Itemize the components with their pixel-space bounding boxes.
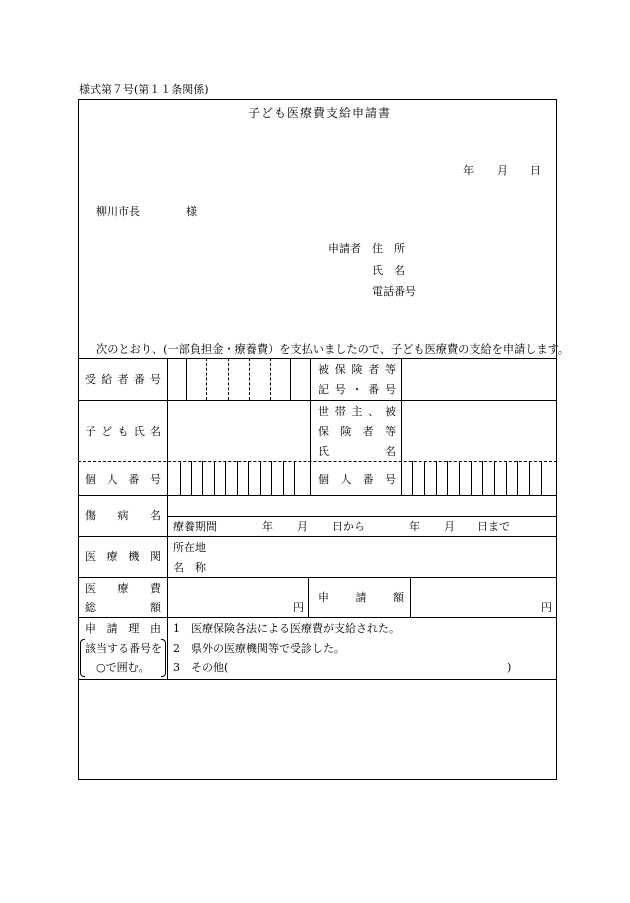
- digit-box-line: [283, 461, 284, 495]
- householder-label-line2: 保 険 者 等: [318, 425, 396, 438]
- form-frame: [78, 99, 557, 780]
- claim-yen-unit: 円: [541, 601, 552, 614]
- digit-box-line: [529, 461, 530, 495]
- addressee-name: 柳川市長: [96, 205, 140, 218]
- period-year2-label: 年: [409, 520, 420, 533]
- applicant-name-label: 氏 名: [372, 264, 405, 277]
- application-statement: 次のとおり、(一部負担金・療養費）を支払いましたので、子ども医療費の支給を申請します。: [96, 343, 570, 356]
- period-to-label: 日まで: [477, 520, 510, 533]
- digit-box-line: [214, 461, 215, 495]
- cell-line: [228, 358, 229, 400]
- cell-line: [401, 358, 402, 400]
- digit-box-line: [225, 461, 226, 495]
- digit-box-line: [260, 461, 261, 495]
- child-name-label: 子 ど も 氏 名: [85, 425, 161, 438]
- form-title: 子ども医療費支給申請書: [248, 106, 392, 120]
- cell-line: [270, 358, 271, 400]
- digit-box-line: [459, 461, 460, 495]
- date-day-label: 日: [530, 164, 541, 177]
- digit-box-line: [412, 461, 413, 495]
- reason-option-3-close: ): [507, 661, 512, 674]
- date-year-label: 年: [463, 164, 474, 177]
- digit-box-line: [271, 461, 272, 495]
- treatment-period-label: 療養期間: [173, 520, 217, 533]
- cell-line: [310, 400, 311, 461]
- digit-box-line: [424, 461, 425, 495]
- digit-box-line: [237, 461, 238, 495]
- applicant-phone-label: 電話番号: [372, 285, 416, 298]
- cell-line: [186, 358, 187, 400]
- cell-line: [401, 400, 402, 461]
- divider: [78, 495, 557, 496]
- period-month2-label: 月: [444, 520, 455, 533]
- digit-box-line: [517, 461, 518, 495]
- digit-box-line: [494, 461, 495, 495]
- divider: [78, 536, 557, 537]
- cell-line: [308, 577, 309, 617]
- cell-line: [290, 358, 291, 400]
- cell-line: [206, 358, 207, 400]
- householder-label-line3: 氏 名: [318, 445, 396, 458]
- period-month-label: 月: [297, 520, 308, 533]
- digit-box-line: [180, 461, 181, 495]
- divider: [78, 400, 557, 401]
- period-year-label: 年: [262, 520, 273, 533]
- digit-box-line: [482, 461, 483, 495]
- cell-line: [401, 461, 402, 495]
- personal-number-label-right: 個 人 番 号: [318, 473, 396, 486]
- digit-box-line: [294, 461, 295, 495]
- divider: [78, 679, 557, 680]
- disease-label: 傷 病 名: [85, 509, 161, 522]
- digit-box-line: [541, 461, 542, 495]
- divider: [78, 461, 557, 462]
- personal-number-label: 個 人 番 号: [85, 473, 161, 486]
- form-number: 様式第７号(第１１条関係): [79, 83, 209, 96]
- insurance-sign-label-line2: 記 号 ・ 番 号: [318, 383, 396, 396]
- digit-box-line: [248, 461, 249, 495]
- claim-amount-label: 申 請 額: [318, 591, 404, 604]
- cell-line: [310, 358, 311, 400]
- divider: [78, 617, 557, 618]
- digit-box-line: [447, 461, 448, 495]
- reason-note-line2: ○で囲む。: [96, 661, 150, 674]
- total-cost-label-line1: 医 療 費: [85, 582, 161, 595]
- reason-note-line1: 該当する番号を: [85, 642, 162, 655]
- cell-line: [410, 577, 411, 617]
- digit-box-line: [471, 461, 472, 495]
- institution-label: 医 療 機 関: [85, 550, 161, 563]
- applicant-address-label: 住 所: [372, 242, 405, 255]
- location-label: 所在地: [173, 541, 206, 554]
- reason-option-2: 2 県外の医療機関等で受診した。: [173, 642, 345, 655]
- digit-box-line: [202, 461, 203, 495]
- reason-label: 申 請 理 由: [85, 622, 161, 635]
- cell-line: [310, 461, 311, 495]
- date-month-label: 月: [497, 164, 508, 177]
- digit-box-line: [191, 461, 192, 495]
- recipient-number-label: 受 給 者 番 号: [85, 373, 161, 386]
- addressee-honorific: 様: [186, 205, 197, 218]
- period-from-label: 日から: [332, 520, 365, 533]
- institution-name-label: 名 称: [173, 561, 206, 574]
- digit-box-line: [436, 461, 437, 495]
- cell-line: [249, 358, 250, 400]
- divider: [78, 577, 557, 578]
- insurance-sign-label-line1: 被 保 険 者 等: [318, 363, 396, 376]
- divider: [168, 516, 557, 517]
- digit-box-line: [506, 461, 507, 495]
- reason-option-1: 1 医療保険各法による医療費が支給された。: [173, 622, 400, 635]
- applicant-label: 申請者: [328, 242, 361, 255]
- reason-option-3: 3 その他(: [173, 661, 229, 674]
- householder-label-line1: 世 帯 主 、 被: [318, 405, 396, 418]
- label-column-divider: [167, 358, 168, 679]
- total-cost-label-line2: 総 額: [85, 601, 161, 614]
- total-yen-unit: 円: [293, 601, 304, 614]
- divider: [78, 358, 557, 359]
